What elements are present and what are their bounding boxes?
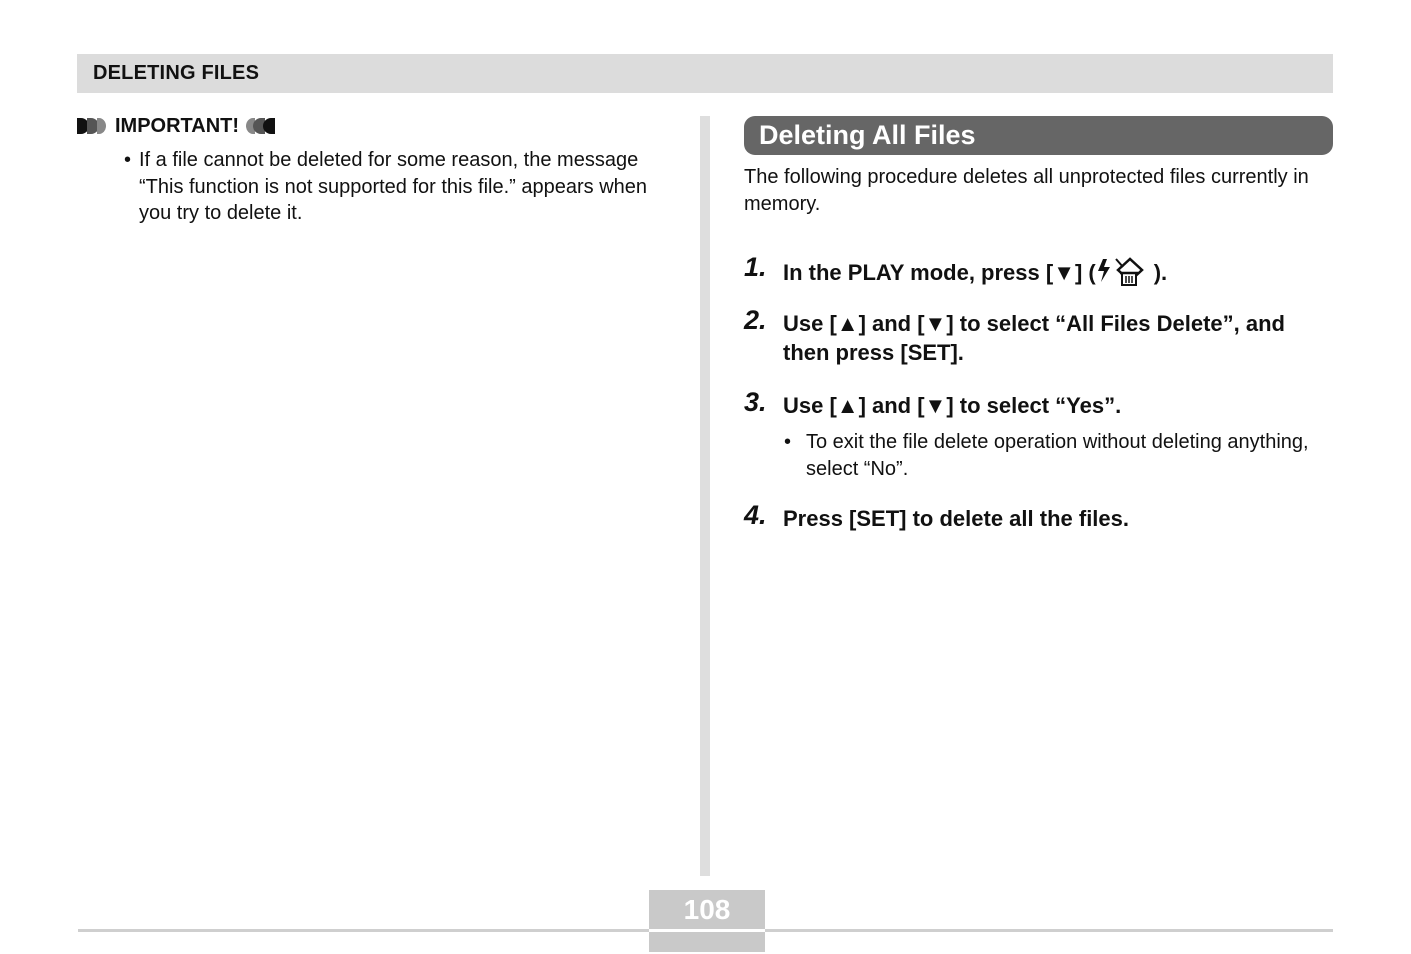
section-title-text: Deleting All Files	[759, 120, 976, 150]
important-note-text: If a file cannot be deleted for some reason, the message “This function is not supported for this file.” appears when you try to delete it.	[139, 149, 648, 224]
column-divider	[700, 116, 710, 876]
flash-delete-icon	[1096, 256, 1154, 286]
step-3	[744, 387, 1334, 420]
page-number: 108	[683, 894, 731, 925]
important-heading	[77, 113, 275, 139]
page-number-box	[649, 890, 765, 952]
page-number-separator	[649, 929, 765, 932]
important-label: IMPORTANT!	[115, 114, 240, 137]
step-1-text-after: ).	[1153, 260, 1168, 285]
triple-arrow-left-icon	[245, 118, 275, 134]
step-2	[744, 305, 1334, 367]
step-3-note	[784, 429, 1324, 482]
step-4	[744, 500, 1334, 533]
step-number: 2.	[744, 305, 767, 335]
section-title	[744, 116, 1333, 155]
important-note	[124, 147, 684, 227]
step-text: Use [▲] and [▼] to select “All Files Delete”, and then press [SET].	[783, 311, 1285, 365]
section-intro: The following procedure deletes all unprotected files currently in memory.	[744, 166, 1309, 215]
bullet: •	[784, 431, 792, 453]
step-text	[783, 256, 1334, 287]
step-text: Use [▲] and [▼] to select “Yes”.	[783, 393, 1122, 418]
step-3-note-text: To exit the file delete operation without deleting anything, select “No”.	[806, 431, 1309, 480]
step-1	[744, 252, 1334, 287]
bullet: •	[124, 149, 132, 171]
step-text: Press [SET] to delete all the files.	[783, 506, 1129, 531]
step-number: 3.	[744, 387, 767, 417]
triple-arrow-right-icon	[77, 118, 107, 134]
step-1-text-before: In the PLAY mode, press [▼] (	[783, 260, 1096, 285]
header-title: DELETING FILES	[93, 62, 260, 84]
step-number: 4.	[744, 500, 767, 530]
step-number: 1.	[744, 252, 767, 282]
page-header	[77, 54, 1333, 93]
